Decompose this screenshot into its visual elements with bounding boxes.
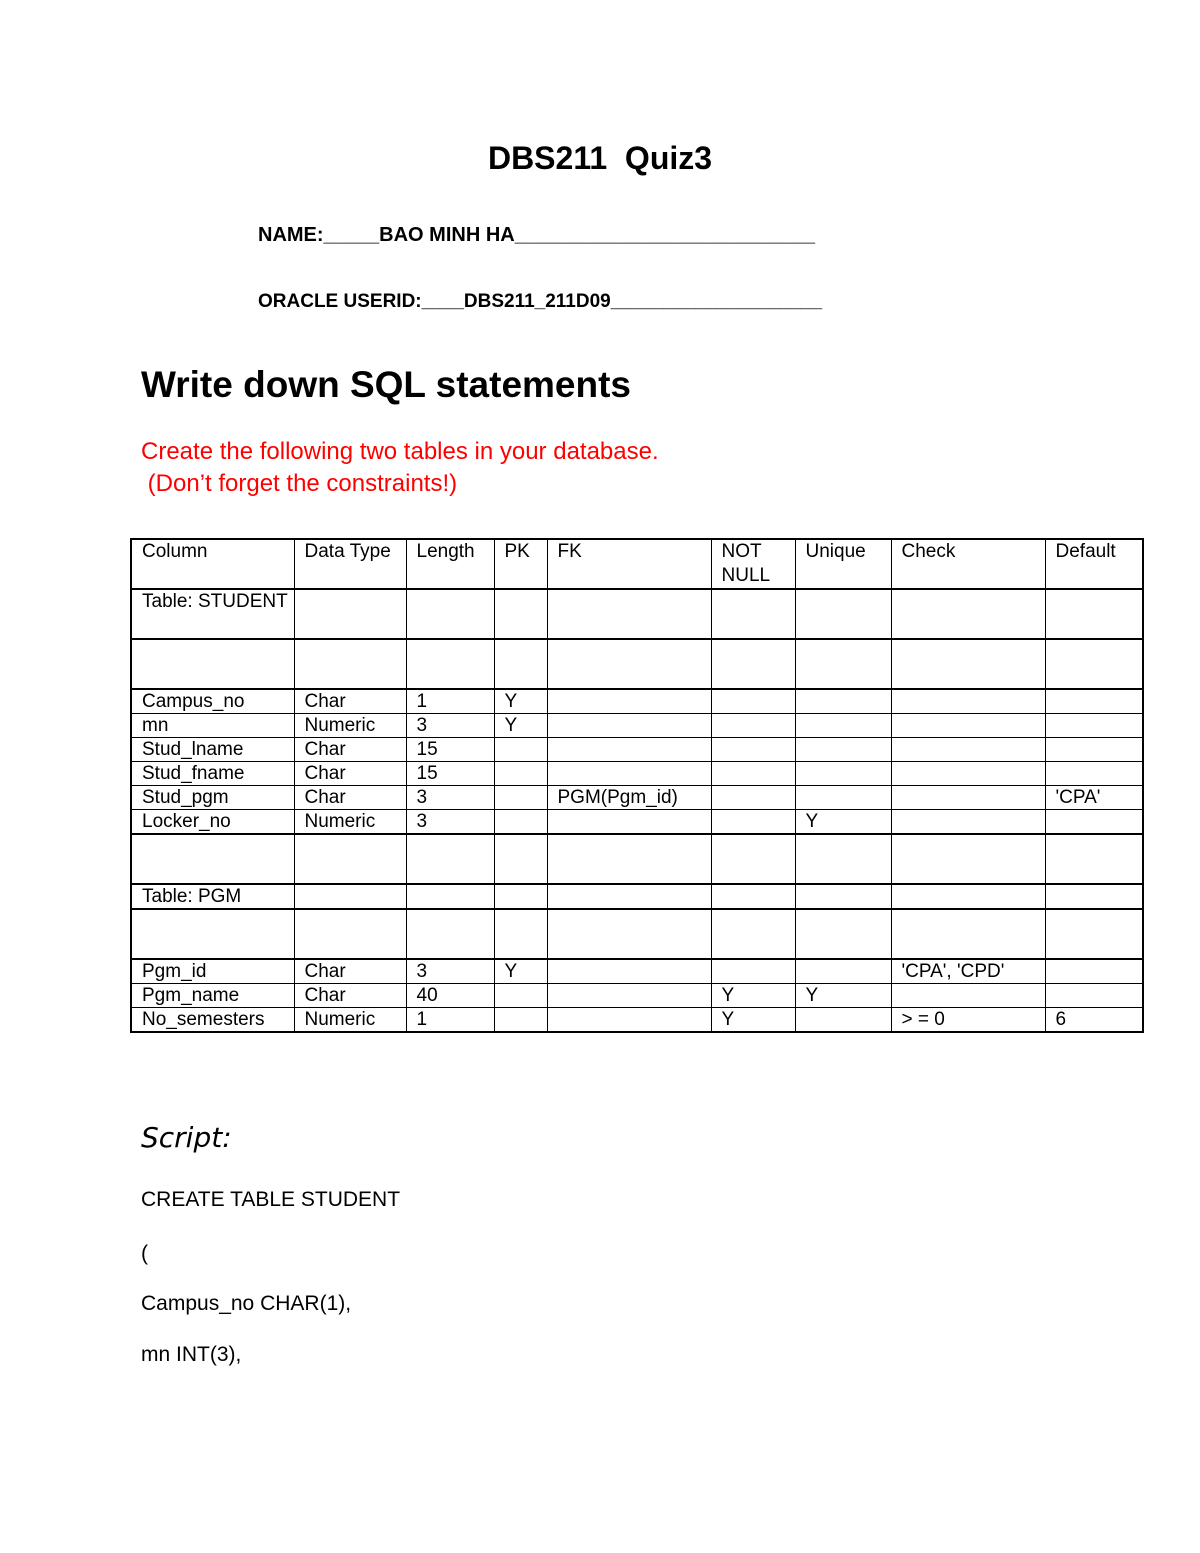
table-cell bbox=[406, 909, 494, 959]
table-cell bbox=[131, 834, 294, 884]
header-cell: Data Type bbox=[294, 539, 406, 589]
table-cell bbox=[891, 884, 1045, 909]
table-cell bbox=[1045, 639, 1143, 689]
table-cell bbox=[494, 589, 547, 639]
table-cell bbox=[711, 639, 795, 689]
table-cell: Char bbox=[294, 786, 406, 810]
table-cell: 1 bbox=[406, 1008, 494, 1033]
table-cell: Locker_no bbox=[131, 810, 294, 835]
table-cell: Y bbox=[494, 714, 547, 738]
table-cell: 3 bbox=[406, 810, 494, 835]
table-cell bbox=[547, 984, 711, 1008]
header-cell: Length bbox=[406, 539, 494, 589]
script-line: Campus_no CHAR(1), bbox=[141, 1292, 352, 1315]
table-cell: Y bbox=[494, 959, 547, 984]
table-row bbox=[131, 714, 1143, 738]
table-cell bbox=[494, 810, 547, 835]
table-cell bbox=[711, 689, 795, 714]
table-row bbox=[131, 810, 1143, 835]
table-cell bbox=[891, 589, 1045, 639]
table-cell: mn bbox=[131, 714, 294, 738]
table-cell bbox=[131, 639, 294, 689]
table-cell bbox=[891, 984, 1045, 1008]
table-cell bbox=[131, 909, 294, 959]
table-cell: 40 bbox=[406, 984, 494, 1008]
table-cell bbox=[494, 738, 547, 762]
table-cell bbox=[795, 834, 891, 884]
table-cell bbox=[547, 1008, 711, 1033]
table-cell: Stud_lname bbox=[131, 738, 294, 762]
table-cell bbox=[1045, 714, 1143, 738]
table-cell bbox=[547, 762, 711, 786]
table-cell bbox=[547, 738, 711, 762]
table-cell: Numeric bbox=[294, 810, 406, 835]
table-row bbox=[131, 689, 1143, 714]
table-cell bbox=[795, 959, 891, 984]
quiz-title: DBS211 Quiz3 bbox=[487, 140, 713, 176]
table-cell bbox=[494, 909, 547, 959]
script-line: ( bbox=[141, 1242, 148, 1265]
table-cell: Table: PGM bbox=[131, 884, 294, 909]
table-cell bbox=[294, 589, 406, 639]
table-cell bbox=[795, 909, 891, 959]
table-cell: Char bbox=[294, 738, 406, 762]
table-cell bbox=[547, 884, 711, 909]
table-cell bbox=[891, 639, 1045, 689]
table-row bbox=[131, 589, 1143, 639]
table-cell bbox=[547, 689, 711, 714]
table-cell: 15 bbox=[406, 738, 494, 762]
table-cell bbox=[494, 834, 547, 884]
table-cell: 3 bbox=[406, 959, 494, 984]
table-cell bbox=[891, 762, 1045, 786]
table-cell: Y bbox=[711, 1008, 795, 1033]
table-cell: Stud_pgm bbox=[131, 786, 294, 810]
table-cell bbox=[795, 689, 891, 714]
script-line: mn INT(3), bbox=[141, 1343, 242, 1366]
table-row bbox=[131, 639, 1143, 689]
header-cell: Unique bbox=[795, 539, 891, 589]
table-cell bbox=[494, 639, 547, 689]
table-cell: Y bbox=[795, 810, 891, 835]
table-cell bbox=[711, 959, 795, 984]
table-row bbox=[131, 884, 1143, 909]
table-cell bbox=[711, 810, 795, 835]
table-cell bbox=[547, 810, 711, 835]
instruction-line-2: (Don’t forget the constraints!) bbox=[141, 470, 458, 497]
table-cell bbox=[406, 639, 494, 689]
table-cell bbox=[1045, 984, 1143, 1008]
table-row bbox=[131, 786, 1143, 810]
table-cell bbox=[294, 909, 406, 959]
table-cell bbox=[406, 884, 494, 909]
table-spec bbox=[130, 538, 1144, 1033]
table-cell bbox=[711, 589, 795, 639]
table-cell bbox=[891, 810, 1045, 835]
instructions bbox=[141, 436, 659, 500]
table-cell: 6 bbox=[1045, 1008, 1143, 1033]
table-cell: 3 bbox=[406, 714, 494, 738]
table-cell: Stud_fname bbox=[131, 762, 294, 786]
table-cell: Table: STUDENT bbox=[131, 589, 294, 639]
table-cell: PGM(Pgm_id) bbox=[547, 786, 711, 810]
instruction-line-1: Create the following two tables in your database. bbox=[141, 438, 659, 465]
table-cell bbox=[494, 884, 547, 909]
table-cell bbox=[795, 884, 891, 909]
student-name-line: NAME:_____BAO MINH HA___________________________ bbox=[258, 224, 816, 246]
table-row bbox=[131, 959, 1143, 984]
table-cell bbox=[1045, 589, 1143, 639]
header-cell: Column bbox=[131, 539, 294, 589]
table-cell bbox=[891, 786, 1045, 810]
table-cell: Y bbox=[494, 689, 547, 714]
header-cell: NOT NULL bbox=[711, 539, 795, 589]
table-cell bbox=[711, 714, 795, 738]
table-cell bbox=[547, 909, 711, 959]
header-cell: PK bbox=[494, 539, 547, 589]
table-cell bbox=[795, 589, 891, 639]
table-cell bbox=[891, 834, 1045, 884]
table-cell bbox=[891, 714, 1045, 738]
script-line: CREATE TABLE STUDENT bbox=[141, 1188, 401, 1211]
table-cell bbox=[1045, 689, 1143, 714]
table-row bbox=[131, 909, 1143, 959]
script-label: Script: bbox=[141, 1121, 232, 1154]
table-cell bbox=[795, 738, 891, 762]
table-row bbox=[131, 1008, 1143, 1033]
table-cell bbox=[547, 639, 711, 689]
table-cell bbox=[711, 786, 795, 810]
table-cell bbox=[1045, 738, 1143, 762]
table-cell bbox=[795, 786, 891, 810]
table-header-row bbox=[131, 539, 1143, 589]
table-cell bbox=[494, 1008, 547, 1033]
table-cell bbox=[1045, 810, 1143, 835]
table-cell: 15 bbox=[406, 762, 494, 786]
table-cell bbox=[1045, 909, 1143, 959]
table-cell: Char bbox=[294, 689, 406, 714]
table-cell bbox=[294, 884, 406, 909]
table-cell bbox=[406, 589, 494, 639]
table-cell bbox=[795, 762, 891, 786]
table-row bbox=[131, 738, 1143, 762]
table-cell bbox=[711, 834, 795, 884]
table-cell: Char bbox=[294, 762, 406, 786]
oracle-userid-line: ORACLE USERID:____DBS211_211D09____________________ bbox=[258, 291, 823, 312]
table-cell bbox=[547, 834, 711, 884]
table-cell: 'CPA' bbox=[1045, 786, 1143, 810]
table-cell: Char bbox=[294, 959, 406, 984]
table-cell bbox=[711, 738, 795, 762]
table-cell bbox=[711, 762, 795, 786]
table-cell: > = 0 bbox=[891, 1008, 1045, 1033]
table-cell: No_semesters bbox=[131, 1008, 294, 1033]
table-row bbox=[131, 762, 1143, 786]
table-cell bbox=[891, 689, 1045, 714]
table-cell: Numeric bbox=[294, 714, 406, 738]
table-cell bbox=[547, 714, 711, 738]
table-cell bbox=[1045, 959, 1143, 984]
table-cell: Pgm_id bbox=[131, 959, 294, 984]
table-cell: Y bbox=[795, 984, 891, 1008]
table-cell bbox=[406, 834, 494, 884]
table-cell bbox=[547, 959, 711, 984]
table-cell bbox=[294, 834, 406, 884]
header-cell: Default bbox=[1045, 539, 1143, 589]
table-cell bbox=[1045, 834, 1143, 884]
table-cell: Y bbox=[711, 984, 795, 1008]
table-cell: 3 bbox=[406, 786, 494, 810]
table-cell bbox=[891, 909, 1045, 959]
table-cell: Char bbox=[294, 984, 406, 1008]
table-cell: 1 bbox=[406, 689, 494, 714]
header-cell: FK bbox=[547, 539, 711, 589]
table-cell: Pgm_name bbox=[131, 984, 294, 1008]
table-cell bbox=[547, 589, 711, 639]
table-cell bbox=[494, 984, 547, 1008]
table-cell bbox=[795, 714, 891, 738]
section-heading: Write down SQL statements bbox=[141, 364, 631, 405]
table-cell bbox=[1045, 762, 1143, 786]
table-cell bbox=[711, 884, 795, 909]
table-cell bbox=[1045, 884, 1143, 909]
table-cell: Numeric bbox=[294, 1008, 406, 1033]
table-cell: Campus_no bbox=[131, 689, 294, 714]
table-cell bbox=[795, 1008, 891, 1033]
table-cell bbox=[494, 762, 547, 786]
header-cell: Check bbox=[891, 539, 1045, 589]
table-cell bbox=[294, 639, 406, 689]
table-row bbox=[131, 984, 1143, 1008]
table-cell bbox=[494, 786, 547, 810]
table-cell bbox=[711, 909, 795, 959]
table-row bbox=[131, 834, 1143, 884]
table-cell bbox=[795, 639, 891, 689]
table-cell bbox=[891, 738, 1045, 762]
table-cell: 'CPA', 'CPD' bbox=[891, 959, 1045, 984]
